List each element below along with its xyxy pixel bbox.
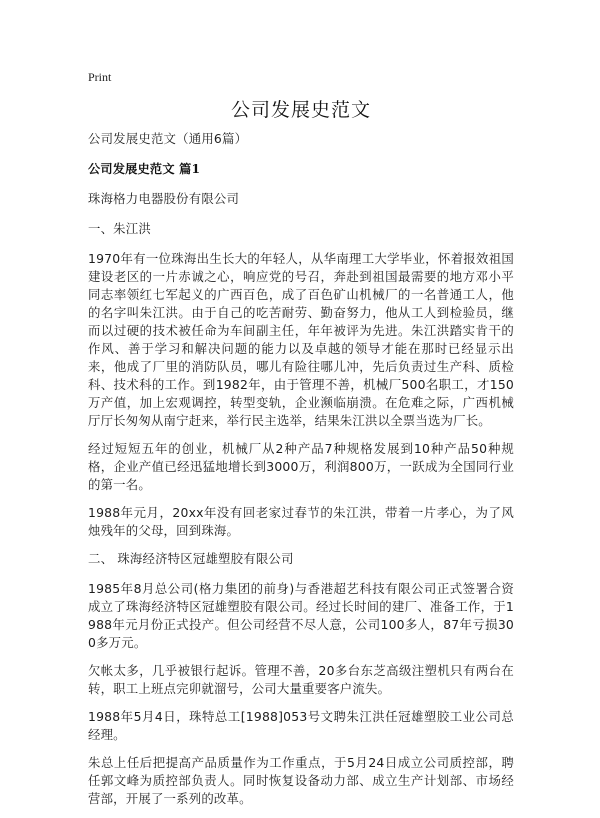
section-heading: 一、朱江洪 (88, 221, 151, 236)
company-name: 珠海格力电器股份有限公司 (88, 191, 240, 206)
paragraph: 1985年8月总公司(格力集团的前身)与香港超艺科技有限公司正式签署合资成立了珠海经济特区冠雄塑胶有限公司。经过长时间的建厂、准备工作，于1988年元月份正式投产。但公司经营不尽人意，公司100多人，87年亏损300多万元。 (88, 581, 514, 650)
paragraph: 1988年元月，20xx年没有回老家过春节的朱江洪，带着一片孝心，为了风烛残年的父母，回到珠海。 (88, 505, 514, 538)
document-body (88, 130, 514, 818)
document-subtitle: 公司发展史范文（通用6篇） (88, 131, 248, 146)
print-label[interactable]: Print (88, 70, 112, 84)
page-title: 公司发展史范文 (230, 99, 371, 121)
paragraph: 1988年5月4日，珠特总工[1988]053号文聘朱江洪任冠雄塑胶工业公司总经理。 (88, 709, 514, 742)
article-heading: 公司发展史范文 篇1 (88, 162, 201, 176)
paragraph: 朱总上任后把提高产品质量作为工作重点，于5月24日成立公司质控部，聘任郭文峰为质控部负责人。同时恢复设备动力部、成立生产计划部、市场经营部，开展了一系列的改革。 (88, 755, 514, 806)
section-heading: 二、 珠海经济特区冠雄塑胶有限公司 (88, 551, 294, 566)
paragraph: 1970年有一位珠海出生长大的年轻人，从华南理工大学毕业，怀着报效祖国建设老区的一片赤诚之心，响应党的号召，奔赴到祖国最需要的地方邓小平同志率领红七军起义的广西百色，成了百色矿山机械厂的一名普通工人，他的名字叫朱江洪。由于自己的吃苦耐劳、勤奋努力，他从工人到检验员，继而以过硬的技术被任命为车间副主任，年年被评为先进。朱江洪踏实肯干的作风、善于学习和解决问题的能力以及卓越的领导才能在那时已经显示出来，他成了厂里的消防队员，哪儿有险往哪儿冲，先后负责过生产科、质检科、技术科的工作。到1982年，由于管理不善，机械厂500名职工，才150万产值，加上宏观调控，转型变轨，企业濒临崩溃。在危难之际，广西机械厅厅长匆匆从南宁赶来，举行民主选举，结果朱江洪以全票当选为厂长。 (88, 251, 514, 428)
paragraph: 经过短短五年的创业，机械厂从2种产品7种规格发展到10种产品50种规格，企业产值已经迅猛地增长到3000万，利润800万，一跃成为全国同行业的第一名。 (88, 441, 514, 492)
paragraph: 欠帐太多，几乎被银行起诉。管理不善，20多台东芝高级注塑机只有两台在转，职工上班点完卯就溜号，公司大量重要客户流失。 (88, 663, 514, 696)
